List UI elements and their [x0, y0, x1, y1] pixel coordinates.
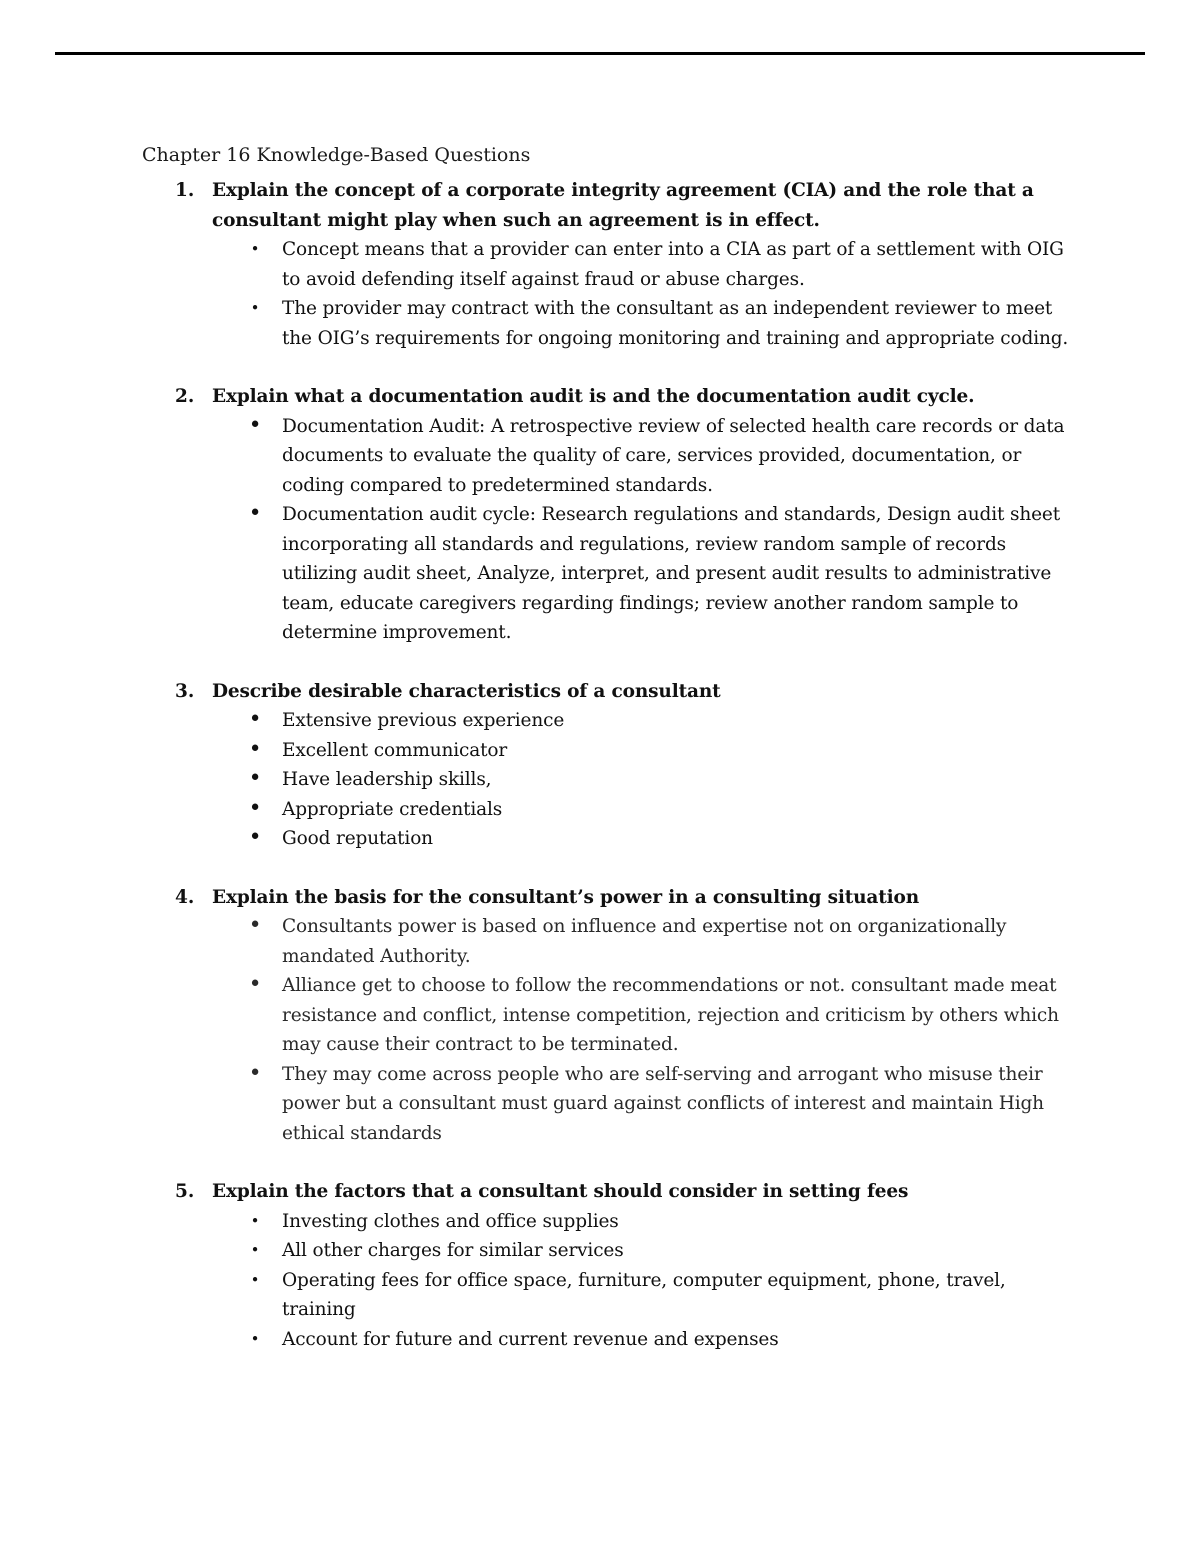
bullet-icon: •: [250, 240, 260, 258]
question-number: 1.: [175, 180, 195, 201]
answer-list: [212, 912, 1072, 1148]
answer-text: They may come across people who are self-serving and arrogant who misuse their power but a consultant must guard against conflicts of interest and maintain High ethical standards: [282, 1063, 1044, 1144]
document-title: Chapter 16 Knowledge-Based Questions: [142, 144, 531, 166]
answer-text: Operating fees for office space, furniture, computer equipment, phone, travel, training: [282, 1269, 1006, 1320]
answer-item: [250, 235, 1072, 294]
bullet-icon: •: [250, 1241, 260, 1259]
answer-item: [248, 706, 1072, 736]
answer-text: All other charges for similar services: [282, 1240, 624, 1261]
answer-text: Account for future and current revenue and expenses: [282, 1328, 779, 1350]
answer-list: [212, 1207, 1072, 1355]
bullet-icon: •: [248, 736, 262, 762]
answer-item: [248, 1060, 1072, 1149]
question-1: [142, 176, 1072, 353]
answer-item: [248, 500, 1072, 648]
header-rule: [55, 52, 1145, 55]
answer-item: [248, 765, 1072, 795]
bullet-icon: •: [248, 766, 262, 791]
answer-item: [250, 1325, 1072, 1355]
question-text: Describe desirable characteristics of a consultant: [212, 680, 721, 702]
answer-text: Consultants power is based on influence and expertise not on organizationally mandated Authority.: [282, 916, 1007, 967]
question-4: [142, 883, 1072, 1149]
question-number: 4.: [175, 886, 195, 908]
answer-text: Appropriate credentials: [282, 798, 503, 820]
bullet-icon: •: [248, 913, 262, 938]
answer-item: [248, 412, 1072, 501]
answer-text: Have leadership skills,: [282, 769, 492, 790]
answer-text: Documentation Audit: A retrospective review of selected health care records or data documents to evaluate the quality of care, services provided, documentation, or coding compared to predetermined standards.: [282, 415, 1065, 496]
answer-text: Investing clothes and office supplies: [282, 1210, 619, 1232]
answer-list: [212, 412, 1072, 648]
bullet-icon: •: [248, 412, 262, 438]
question-text: Explain the factors that a consultant should consider in setting fees: [212, 1181, 909, 1202]
bullet-icon: •: [248, 795, 262, 821]
answer-text: The provider may contract with the consultant as an independent reviewer to meet the OIG’s requirements for ongoing monitoring and training and appropriate coding.: [282, 298, 1069, 349]
answer-text: Concept means that a provider can enter into a CIA as part of a settlement with OIG to avoid defending itself against fraud or abuse charges.: [282, 239, 1064, 290]
bullet-icon: •: [250, 1211, 260, 1230]
answer-text: Extensive previous experience: [282, 710, 565, 731]
answer-text: Excellent communicator: [282, 739, 508, 761]
answer-item: [248, 971, 1072, 1060]
bullet-icon: •: [250, 1270, 260, 1289]
bullet-icon: •: [248, 972, 262, 997]
answer-text: Alliance get to choose to follow the recommendations or not. consultant made meat resistance and conflict, intense competition, rejection and criticism by others which may cause their contract to be terminated.: [282, 975, 1059, 1055]
question-3: [142, 677, 1072, 854]
answer-item: [248, 795, 1072, 825]
bullet-icon: •: [248, 707, 262, 732]
bullet-icon: •: [248, 1060, 262, 1086]
bullet-icon: •: [248, 825, 262, 850]
answer-item: [248, 912, 1072, 971]
bullet-icon: •: [248, 501, 262, 526]
answer-item: [250, 1266, 1072, 1325]
answer-item: [250, 1236, 1072, 1266]
question-text: Explain the concept of a corporate integrity agreement (CIA) and the role that a consultant might play when such an agreement is in effect.: [212, 180, 1034, 231]
question-text: Explain what a documentation audit is and the documentation audit cycle.: [212, 386, 975, 407]
question-2: [142, 382, 1072, 648]
answer-item: [248, 824, 1072, 854]
answer-list: [212, 706, 1072, 854]
answer-item: [250, 294, 1072, 353]
answer-item: [250, 1207, 1072, 1237]
question-number: 5.: [175, 1181, 195, 1202]
bullet-icon: •: [250, 1329, 260, 1348]
question-text: Explain the basis for the consultant’s power in a consulting situation: [212, 886, 920, 908]
answer-item: [248, 736, 1072, 766]
question-number: 2.: [175, 386, 195, 407]
bullet-icon: •: [250, 299, 260, 317]
answer-text: Good reputation: [282, 828, 433, 849]
document-body: [142, 141, 1072, 1383]
question-number: 3.: [175, 680, 195, 702]
answer-list: [212, 235, 1072, 353]
question-5: [142, 1177, 1072, 1354]
answer-text: Documentation audit cycle: Research regulations and standards, Design audit sheet incorporating all standards and regulations, review random sample of records utilizing audit sheet, Analyze, interpret, and present audit results to administrative team, educate caregivers regarding findings; review another random sample to determine improvement.: [282, 504, 1060, 643]
